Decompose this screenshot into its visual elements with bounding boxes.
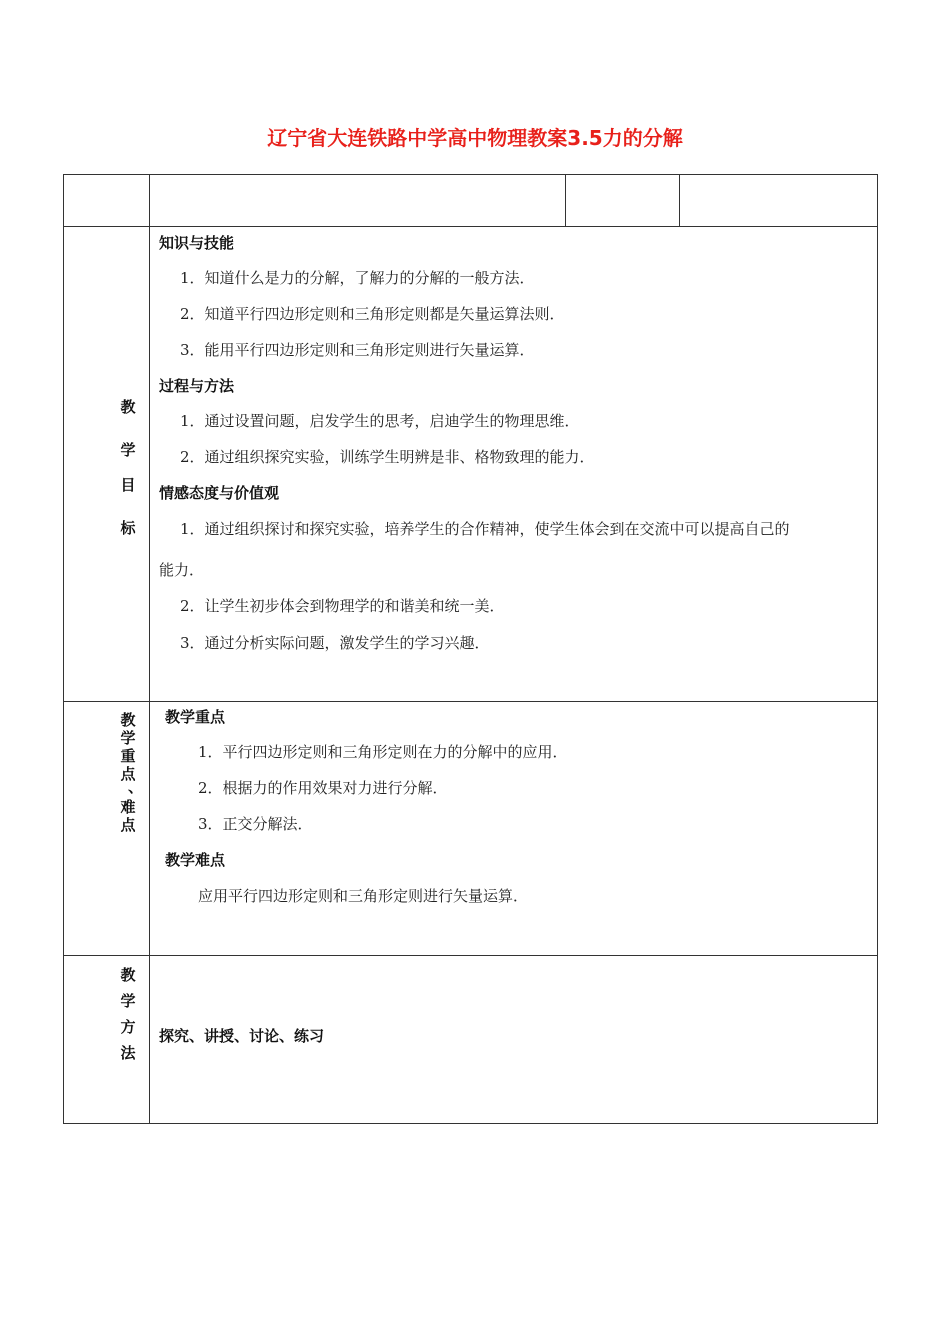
method-content: 探究、讲授、讨论、练习 bbox=[159, 1027, 325, 1045]
key-point-item: 2．根据力的作用效果对力进行分解． bbox=[198, 779, 448, 797]
label-char: 标 bbox=[120, 519, 136, 537]
label-char: 点 bbox=[120, 816, 136, 834]
label-char: 教 bbox=[120, 711, 136, 729]
knowledge-item: 1．知道什么是力的分解，了解力的分解的一般方法． bbox=[180, 269, 535, 287]
label-char: 、 bbox=[128, 778, 144, 796]
label-char: 点 bbox=[120, 765, 136, 783]
emotion-item: 2．让学生初步体会到物理学的和谐美和统一美． bbox=[180, 597, 505, 615]
table-border-top bbox=[63, 174, 878, 175]
process-heading: 过程与方法 bbox=[159, 377, 235, 395]
label-char: 学 bbox=[120, 729, 136, 747]
label-char: 教 bbox=[120, 398, 136, 416]
label-char: 学 bbox=[120, 441, 136, 459]
table-row-divider bbox=[63, 226, 878, 227]
label-char: 教 bbox=[120, 966, 136, 984]
label-char: 重 bbox=[120, 747, 136, 765]
key-point-item: 1．平行四边形定则和三角形定则在力的分解中的应用． bbox=[198, 743, 568, 761]
key-point-item: 3．正交分解法． bbox=[198, 815, 313, 833]
table-row-divider bbox=[63, 701, 878, 702]
knowledge-item: 2．知道平行四边形定则和三角形定则都是矢量运算法则． bbox=[180, 305, 565, 323]
process-item: 1．通过设置问题，启发学生的思考，启迪学生的物理思维． bbox=[180, 412, 580, 430]
label-char: 方 bbox=[120, 1018, 136, 1036]
knowledge-item: 3．能用平行四边形定则和三角形定则进行矢量运算． bbox=[180, 341, 535, 359]
table-border-right bbox=[877, 174, 878, 1124]
emotion-item: 3．通过分析实际问题，激发学生的学习兴趣． bbox=[180, 634, 490, 652]
document-title: 辽宁省大连铁路中学高中物理教案3.5力的分解 bbox=[267, 126, 683, 150]
table-row-divider bbox=[63, 955, 878, 956]
table-border-bottom bbox=[63, 1123, 878, 1124]
difficult-point-item: 应用平行四边形定则和三角形定则进行矢量运算． bbox=[198, 887, 529, 905]
key-points-heading: 教学重点 bbox=[165, 708, 226, 726]
difficult-points-heading: 教学难点 bbox=[165, 851, 226, 869]
label-char: 难 bbox=[120, 798, 136, 816]
label-char: 法 bbox=[120, 1044, 136, 1062]
emotion-item-continuation: 能力． bbox=[159, 561, 205, 579]
table-border-left bbox=[63, 174, 64, 1124]
process-item: 2．通过组织探究实验，训练学生明辨是非、格物致理的能力． bbox=[180, 448, 595, 466]
label-char: 学 bbox=[120, 992, 136, 1010]
header-cell-divider bbox=[679, 174, 680, 227]
emotion-heading: 情感态度与价值观 bbox=[159, 484, 280, 502]
table-column-divider bbox=[149, 174, 150, 1124]
emotion-item: 1．通过组织探讨和探究实验，培养学生的合作精神，使学生体会到在交流中可以提高自己的 bbox=[180, 520, 790, 538]
label-char: 目 bbox=[120, 476, 136, 494]
header-cell-divider bbox=[565, 174, 566, 227]
knowledge-heading: 知识与技能 bbox=[159, 234, 235, 252]
